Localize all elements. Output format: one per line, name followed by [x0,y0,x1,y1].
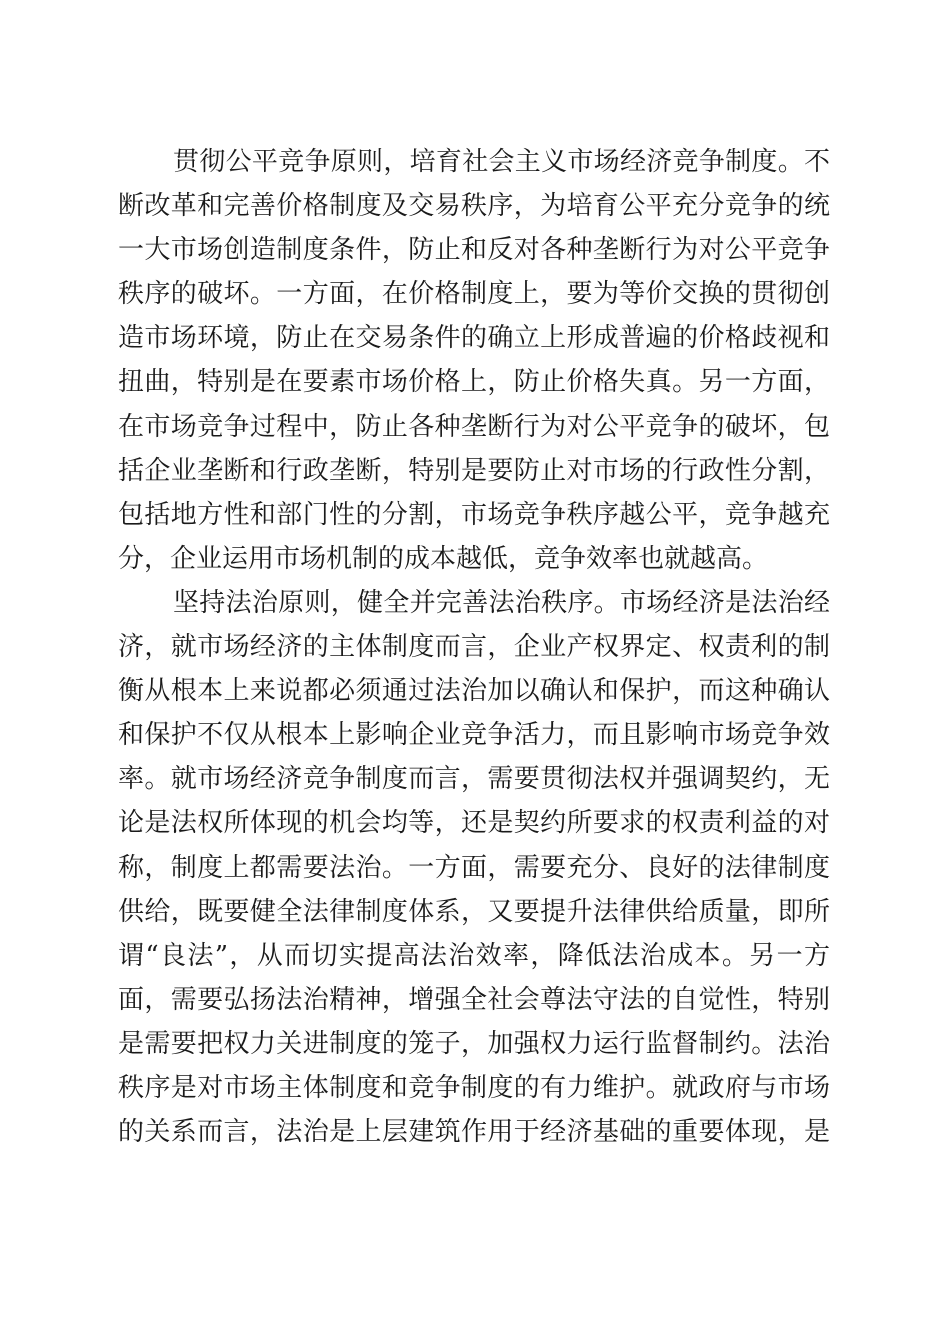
text-line: 论是法权所体现的机会均等，还是契约所要求的权责利益的对 [118,808,830,839]
text-line: 分，企业运用市场机制的成本越低，竞争效率也就越高。 [118,543,769,574]
text-line: 衡从根本上来说都必须通过法治加以确认和保护，而这种确认 [118,676,830,707]
paragraph-rule-of-law [118,581,830,1154]
paragraph-fair-competition [118,140,830,581]
text-line: 造市场环境，防止在交易条件的确立上形成普遍的价格歧视和 [118,323,830,354]
text-line: 在市场竞争过程中，防止各种垄断行为对公平竞争的破坏，包 [118,411,830,442]
text-line: 秩序的破坏。一方面，在价格制度上，要为等价交换的贯彻创 [118,279,830,310]
text-line: 和保护不仅从根本上影响企业竞争活力，而且影响市场竞争效 [118,720,830,751]
text-line: 贯彻公平竞争原则，培育社会主义市场经济竞争制度。不 [173,147,830,177]
text-line: 坚持法治原则，健全并完善法治秩序。市场经济是法治经 [173,587,830,618]
text-line: 秩序是对市场主体制度和竞争制度的有力维护。就政府与市场 [118,1072,830,1103]
text-line: 面，需要弘扬法治精神，增强全社会尊法守法的自觉性，特别 [118,984,830,1015]
text-line: 谓“良法”，从而切实提高法治效率，降低法治成本。另一方 [118,940,830,971]
text-line: 供给，既要健全法律制度体系，又要提升法律供给质量，即所 [118,896,830,927]
text-line: 的关系而言，法治是上层建筑作用于经济基础的重要体现，是 [118,1117,830,1148]
body-text [118,140,830,1154]
text-line: 断改革和完善价格制度及交易秩序，为培育公平充分竞争的统 [118,191,830,222]
text-line: 扭曲，特别是在要素市场价格上，防止价格失真。另一方面， [118,367,830,398]
text-line: 称，制度上都需要法治。一方面，需要充分、良好的法律制度 [118,852,830,883]
text-line: 济，就市场经济的主体制度而言，企业产权界定、权责利的制 [118,632,830,663]
text-line: 一大市场创造制度条件，防止和反对各种垄断行为对公平竞争 [118,235,830,266]
text-line: 包括地方性和部门性的分割，市场竞争秩序越公平，竞争越充 [118,499,830,530]
text-line: 率。就市场经济竞争制度而言，需要贯彻法权并强调契约，无 [118,764,830,795]
text-line: 括企业垄断和行政垄断，特别是要防止对市场的行政性分割， [118,455,830,486]
text-line: 是需要把权力关进制度的笼子，加强权力运行监督制约。法治 [118,1028,830,1059]
